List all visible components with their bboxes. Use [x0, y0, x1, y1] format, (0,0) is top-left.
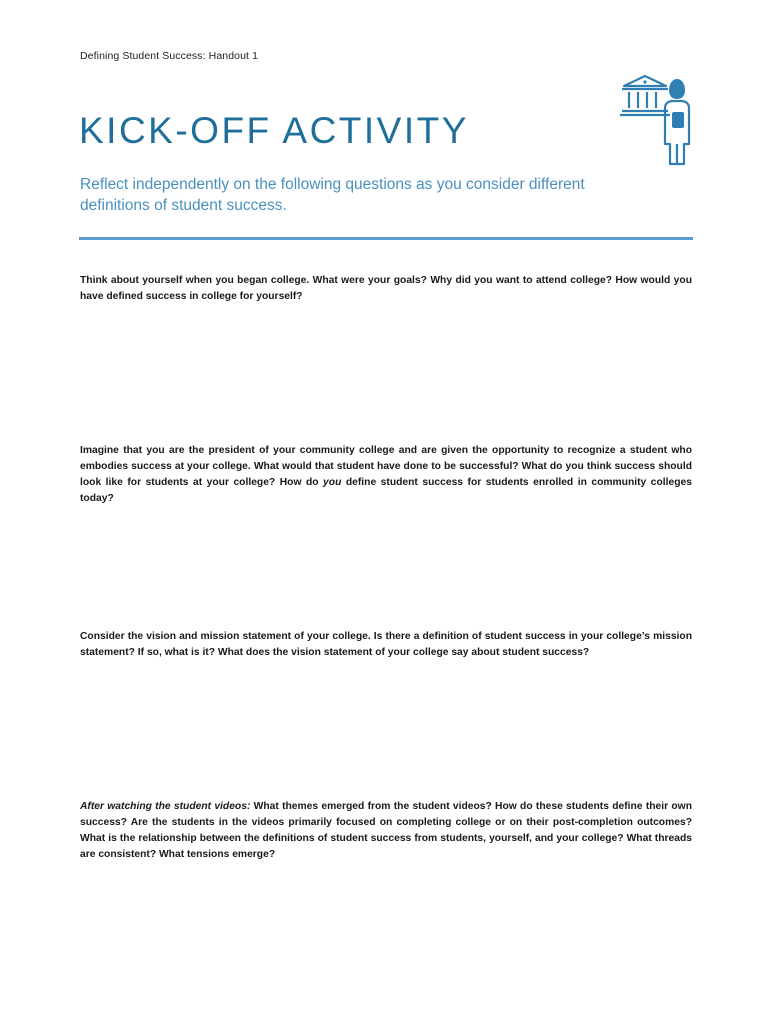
- question-4-lead-in: After watching the student videos:: [80, 801, 251, 812]
- college-student-icon: [616, 70, 698, 166]
- question-1: [80, 273, 692, 305]
- question-2-emphasis: you: [323, 477, 342, 488]
- question-4-text: What themes emerged from the student videos? How do these students define their own success? Are the students in the videos primarily focused on completing college or on their post-completion outcomes? What is the relationship between the definitions of student success from students, yourself, and your college? What threads are consistent? What tensions emerge?: [80, 801, 692, 860]
- question-2-text-before: Imagine that you are the president of your community college and are given the opportunity to recognize a student who embodies success at your college. What would that student have done to be successful? What do you think success should look like for students at your college? How do: [80, 445, 692, 488]
- question-3: [80, 629, 692, 661]
- question-4: [80, 799, 692, 863]
- question-2-text-after: define student success for students enrolled in community colleges today?: [80, 477, 692, 504]
- question-2: [80, 443, 692, 507]
- question-1-text: Think about yourself when you began college. What were your goals? Why did you want to attend college? How would you have defined success in college for yourself?: [80, 275, 692, 302]
- section-divider: [79, 237, 693, 240]
- question-3-text: Consider the vision and mission statement of your college. Is there a definition of student success in your college’s mission statement? If so, what is it? What does the vision statement of your college say about student success?: [80, 631, 692, 658]
- page-title: KICK-OFF ACTIVITY: [79, 110, 469, 151]
- page-subtitle: Reflect independently on the following questions as you consider different definitions of student success.: [80, 176, 585, 214]
- handout-header: Defining Student Success: Handout 1: [80, 50, 259, 62]
